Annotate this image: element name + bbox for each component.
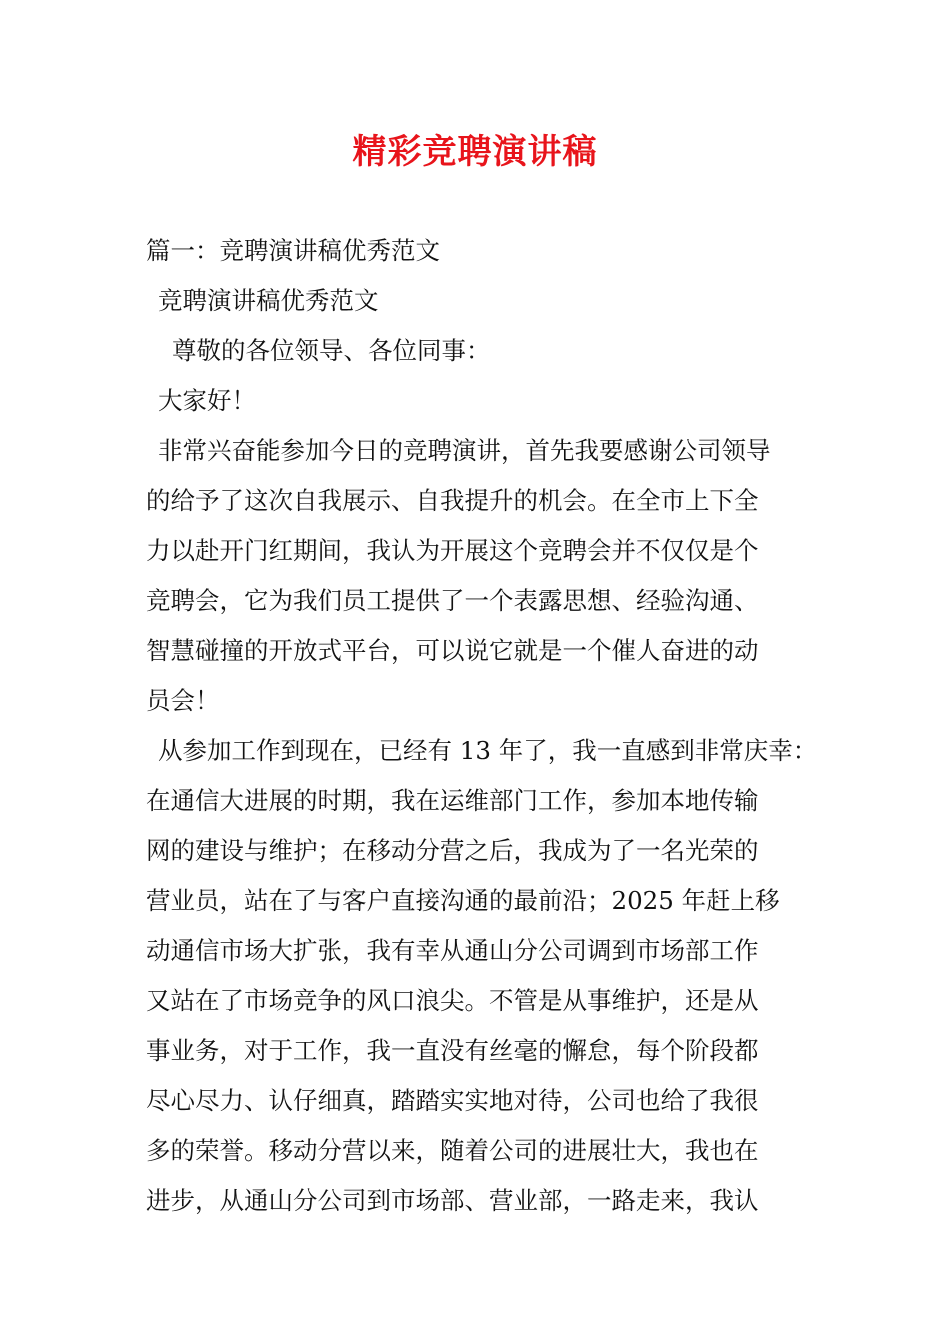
paragraph-line: 的给予了这次自我展示、自我提升的机会。在全市上下全 — [146, 486, 759, 515]
paragraph-line: 竞聘会，它为我们员工提供了一个表露思想、经验沟通、 — [146, 586, 759, 615]
greeting-line: 大家好！ — [158, 386, 256, 415]
paragraph-line: 动通信市场大扩张，我有幸从通山分公司调到市场部工作 — [146, 936, 759, 965]
paragraph-line: 力以赴开门红期间，我认为开展这个竞聘会并不仅仅是个 — [146, 536, 759, 565]
document-body — [146, 226, 822, 1226]
paragraph-line: 营业员，站在了与客户直接沟通的最前沿；2025 年赶上移 — [146, 886, 780, 915]
paragraph-line: 网的建设与维护；在移动分营之后，我成为了一名光荣的 — [146, 836, 759, 865]
paragraph-line: 事业务，对于工作，我一直没有丝毫的懈怠，每个阶段都 — [146, 1036, 759, 1065]
section-heading: 篇一：竞聘演讲稿优秀范文 — [146, 236, 440, 265]
paragraph-line: 尽心尽力、认仔细真，踏踏实实地对待，公司也给了我很 — [146, 1086, 759, 1115]
paragraph-line: 多的荣誉。移动分营以来，随着公司的进展壮大，我也在 — [146, 1136, 759, 1165]
paragraph-line: 员会！ — [146, 686, 220, 715]
salutation-line: 尊敬的各位领导、各位同事： — [172, 336, 491, 365]
paragraph-line: 智慧碰撞的开放式平台，可以说它就是一个催人奋进的动 — [146, 636, 759, 665]
paragraph-line: 进步，从通山分公司到市场部、营业部，一路走来，我认 — [146, 1186, 759, 1215]
subtitle-line: 竞聘演讲稿优秀范文 — [158, 286, 379, 315]
paragraph-line: 从参加工作到现在，已经有 13 年了，我一直感到非常庆幸： — [158, 736, 818, 765]
paragraph-line: 非常兴奋能参加今日的竞聘演讲，首先我要感谢公司领导 — [158, 436, 771, 465]
document-title: 精彩竞聘演讲稿 — [352, 132, 598, 172]
paragraph-line: 在通信大进展的时期，我在运维部门工作，参加本地传输 — [146, 786, 759, 815]
paragraph-line: 又站在了市场竞争的风口浪尖。不管是从事维护，还是从 — [146, 986, 759, 1015]
